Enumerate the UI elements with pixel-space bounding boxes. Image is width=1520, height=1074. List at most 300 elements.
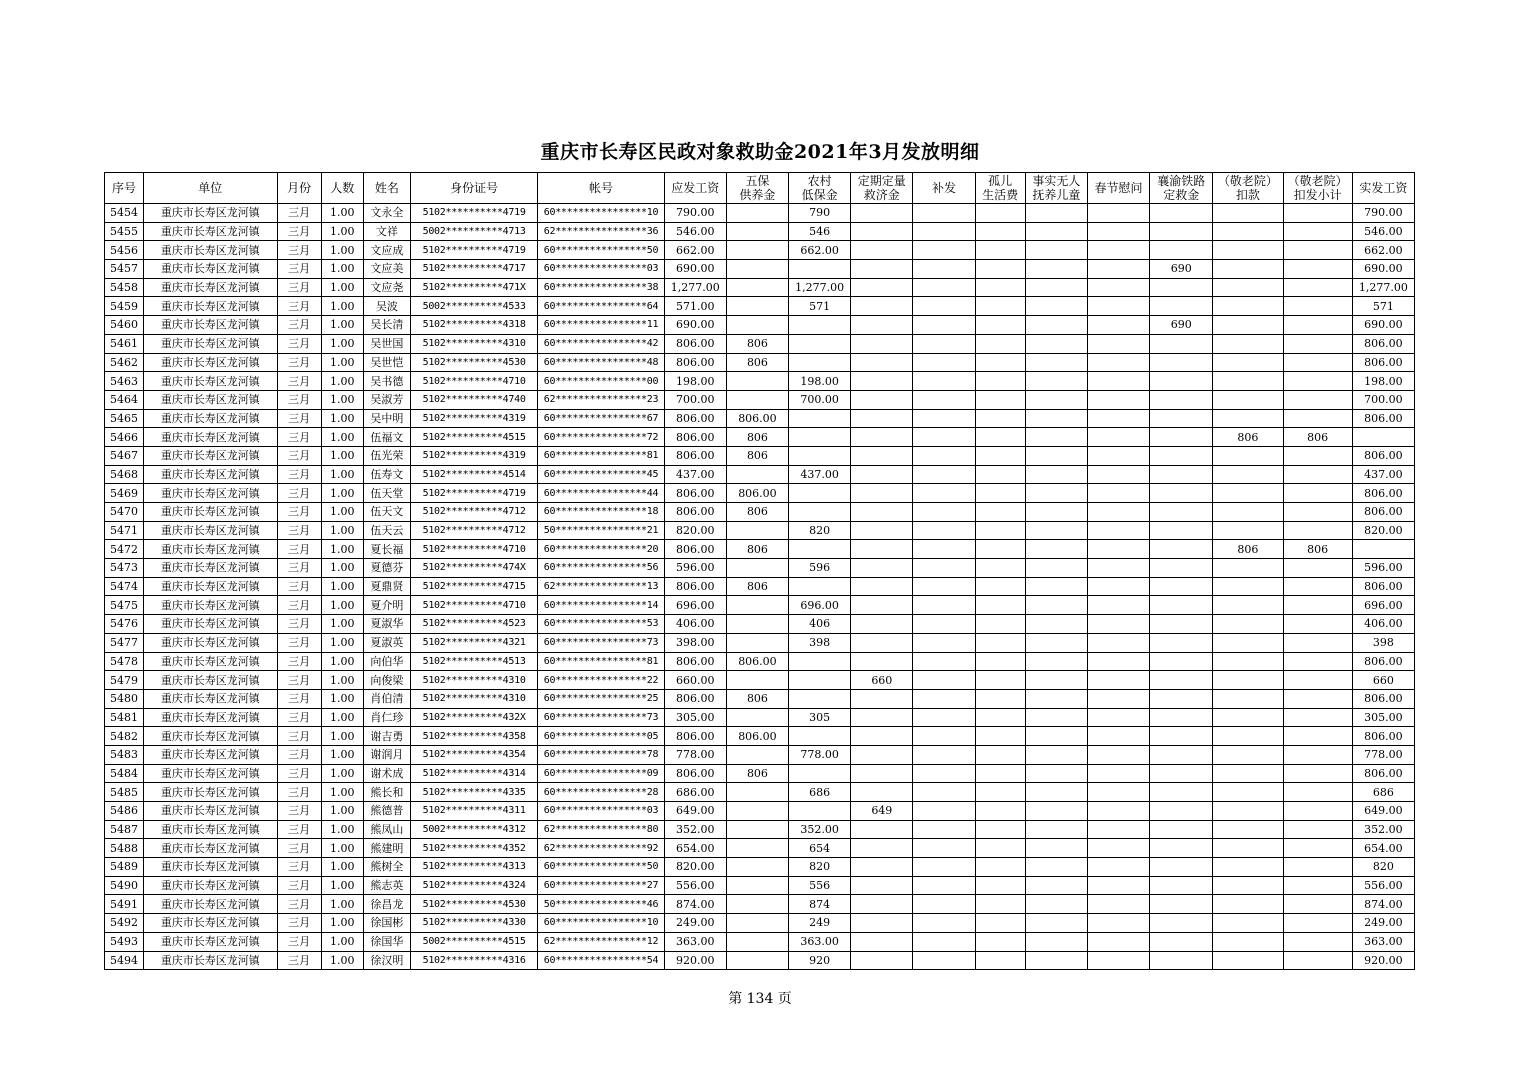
col-rural-subsistence-cell: 437.00: [789, 465, 851, 484]
col-nursing-deduction-cell: [1213, 260, 1283, 279]
col-regular-relief-cell: [851, 858, 913, 877]
col-spring-festival-cell: [1087, 353, 1149, 372]
table-row: [105, 260, 1415, 279]
col-regular-relief-cell: [851, 297, 913, 316]
col-name-cell: 向伯华: [363, 652, 410, 671]
col-nursing-deduction-cell: [1213, 241, 1283, 260]
col-actual-pay-cell: 874.00: [1352, 895, 1414, 914]
col-payable-cell: 662.00: [664, 241, 726, 260]
col-seq-cell: 5484: [105, 764, 144, 783]
table-row: [105, 839, 1415, 858]
col-account-cell: 60****************54: [538, 951, 664, 970]
col-count-cell: 1.00: [321, 540, 363, 559]
col-railway-relief-cell: [1150, 689, 1213, 708]
col-name-cell: 谢吉勇: [363, 727, 410, 746]
col-back-pay-cell: [913, 316, 975, 335]
col-name-cell: 熊树全: [363, 858, 410, 877]
col-nursing-deduction-cell: 806: [1213, 428, 1283, 447]
col-actual-pay-cell: [1352, 428, 1414, 447]
table-row: [105, 596, 1415, 615]
table-row: [105, 559, 1415, 578]
col-railway-relief-cell: [1150, 951, 1213, 970]
col-nursing-deduction-cell: [1213, 820, 1283, 839]
col-unsupported-child-cell: [1025, 764, 1087, 783]
col-railway-relief-cell: [1150, 895, 1213, 914]
col-unit-cell: 重庆市长寿区龙河镇: [144, 596, 277, 615]
table-row: [105, 353, 1415, 372]
col-back-pay-cell: [913, 689, 975, 708]
col-orphan-living-cell: [975, 503, 1025, 522]
col-regular-relief-cell: [851, 727, 913, 746]
col-five-guarantee-cell: [726, 316, 788, 335]
col-railway-relief-cell: [1150, 876, 1213, 895]
col-spring-festival-cell: [1087, 858, 1149, 877]
table-row: [105, 297, 1415, 316]
col-regular-relief-cell: [851, 764, 913, 783]
col-actual-pay-cell: 546.00: [1352, 222, 1414, 241]
col-orphan-living-cell: [975, 727, 1025, 746]
col-back-pay-cell: [913, 559, 975, 578]
col-five-guarantee-cell: [726, 559, 788, 578]
col-railway-relief-cell: [1150, 615, 1213, 634]
col-nursing-deduction-cell: [1213, 783, 1283, 802]
col-id-number-cell: 5102**********4710: [410, 540, 537, 559]
col-payable-cell: 806.00: [664, 334, 726, 353]
col-unit-cell: 重庆市长寿区龙河镇: [144, 932, 277, 951]
col-account-cell: 60****************53: [538, 615, 664, 634]
col-railway-relief-cell: [1150, 596, 1213, 615]
col-back-pay-cell: [913, 820, 975, 839]
col-rural-subsistence-cell: 790: [789, 204, 851, 223]
col-nursing-deduction-cell: [1213, 316, 1283, 335]
col-seq-cell: 5459: [105, 297, 144, 316]
col-nursing-deduction-cell: [1213, 409, 1283, 428]
col-account-cell: 62****************80: [538, 820, 664, 839]
col-month-cell: 三月: [277, 353, 321, 372]
col-unit-header: 单位: [144, 173, 277, 204]
col-spring-festival-cell: [1087, 521, 1149, 540]
col-nursing-deduction-cell: [1213, 372, 1283, 391]
col-month-cell: 三月: [277, 596, 321, 615]
col-unit-cell: 重庆市长寿区龙河镇: [144, 727, 277, 746]
col-railway-relief-cell: [1150, 671, 1213, 690]
col-account-cell: 60****************25: [538, 689, 664, 708]
col-actual-pay-cell: 820.00: [1352, 521, 1414, 540]
col-unit-cell: 重庆市长寿区龙河镇: [144, 521, 277, 540]
col-nursing-deduction-cell: [1213, 204, 1283, 223]
col-railway-relief-cell: [1150, 783, 1213, 802]
col-id-number-cell: 5102**********4310: [410, 689, 537, 708]
col-nursing-deduction-cell: [1213, 745, 1283, 764]
col-spring-festival-cell: [1087, 334, 1149, 353]
col-name-cell: 谢润月: [363, 745, 410, 764]
col-seq-cell: 5475: [105, 596, 144, 615]
col-railway-relief-cell: [1150, 914, 1213, 933]
col-rural-subsistence-cell: [789, 260, 851, 279]
col-spring-festival-cell: [1087, 783, 1149, 802]
col-account-cell: 60****************81: [538, 446, 664, 465]
col-unsupported-child-cell: [1025, 577, 1087, 596]
col-orphan-living-cell: [975, 278, 1025, 297]
col-regular-relief-cell: [851, 428, 913, 447]
col-name-cell: 吴书德: [363, 372, 410, 391]
col-back-pay-header: 补发: [913, 173, 975, 204]
col-seq-cell: 5492: [105, 914, 144, 933]
col-count-cell: 1.00: [321, 895, 363, 914]
col-id-number-cell: 5102**********4324: [410, 876, 537, 895]
col-orphan-living-cell: [975, 914, 1025, 933]
col-railway-relief-cell: [1150, 839, 1213, 858]
col-account-cell: 60****************44: [538, 484, 664, 503]
col-unit-cell: 重庆市长寿区龙河镇: [144, 222, 277, 241]
col-unit-cell: 重庆市长寿区龙河镇: [144, 297, 277, 316]
col-back-pay-cell: [913, 839, 975, 858]
col-rural-subsistence-header: 农村 低保金: [789, 173, 851, 204]
col-regular-relief-cell: [851, 446, 913, 465]
col-seq-cell: 5478: [105, 652, 144, 671]
col-actual-pay-cell: 806.00: [1352, 484, 1414, 503]
col-id-number-cell: 5102**********4710: [410, 596, 537, 615]
col-name-cell: 伍光荣: [363, 446, 410, 465]
col-nursing-deduction-subtotal-cell: [1283, 932, 1352, 951]
col-rural-subsistence-cell: 305: [789, 708, 851, 727]
col-seq-header: 序号: [105, 173, 144, 204]
col-nursing-deduction-subtotal-cell: [1283, 297, 1352, 316]
col-orphan-living-cell: [975, 484, 1025, 503]
col-back-pay-cell: [913, 540, 975, 559]
col-rural-subsistence-cell: 778.00: [789, 745, 851, 764]
table-row: [105, 895, 1415, 914]
col-unit-cell: 重庆市长寿区龙河镇: [144, 316, 277, 335]
col-seq-cell: 5482: [105, 727, 144, 746]
col-railway-relief-cell: [1150, 802, 1213, 821]
col-railway-relief-cell: [1150, 820, 1213, 839]
col-back-pay-cell: [913, 932, 975, 951]
col-seq-cell: 5488: [105, 839, 144, 858]
col-count-cell: 1.00: [321, 932, 363, 951]
table-row: [105, 204, 1415, 223]
col-regular-relief-cell: [851, 260, 913, 279]
col-unit-cell: 重庆市长寿区龙河镇: [144, 820, 277, 839]
col-unit-cell: 重庆市长寿区龙河镇: [144, 446, 277, 465]
col-actual-pay-cell: 696.00: [1352, 596, 1414, 615]
col-unsupported-child-cell: [1025, 446, 1087, 465]
col-name-cell: 吴波: [363, 297, 410, 316]
col-orphan-living-cell: [975, 652, 1025, 671]
col-orphan-living-cell: [975, 802, 1025, 821]
col-regular-relief-cell: [851, 204, 913, 223]
col-regular-relief-cell: [851, 521, 913, 540]
col-seq-cell: 5487: [105, 820, 144, 839]
col-seq-cell: 5462: [105, 353, 144, 372]
col-orphan-living-cell: [975, 334, 1025, 353]
col-nursing-deduction-subtotal-cell: [1283, 278, 1352, 297]
col-regular-relief-cell: [851, 390, 913, 409]
col-month-cell: 三月: [277, 222, 321, 241]
col-unit-cell: 重庆市长寿区龙河镇: [144, 689, 277, 708]
col-payable-cell: 820.00: [664, 858, 726, 877]
col-id-number-cell: 5102**********474X: [410, 559, 537, 578]
col-unit-cell: 重庆市长寿区龙河镇: [144, 951, 277, 970]
col-railway-relief-cell: [1150, 727, 1213, 746]
col-rural-subsistence-cell: [789, 484, 851, 503]
col-back-pay-cell: [913, 260, 975, 279]
col-actual-pay-cell: 305.00: [1352, 708, 1414, 727]
col-payable-cell: 778.00: [664, 745, 726, 764]
col-rural-subsistence-cell: 571: [789, 297, 851, 316]
col-id-number-cell: 5102**********4313: [410, 858, 537, 877]
col-regular-relief-cell: [851, 951, 913, 970]
col-actual-pay-cell: 806.00: [1352, 409, 1414, 428]
col-count-cell: 1.00: [321, 446, 363, 465]
col-month-cell: 三月: [277, 390, 321, 409]
col-nursing-deduction-subtotal-cell: [1283, 951, 1352, 970]
col-railway-relief-cell: [1150, 334, 1213, 353]
col-payable-cell: 686.00: [664, 783, 726, 802]
col-orphan-living-cell: [975, 316, 1025, 335]
col-regular-relief-cell: [851, 334, 913, 353]
col-nursing-deduction-cell: [1213, 503, 1283, 522]
col-unsupported-child-cell: [1025, 559, 1087, 578]
col-name-cell: 文应成: [363, 241, 410, 260]
table-row: [105, 932, 1415, 951]
col-railway-relief-cell: [1150, 652, 1213, 671]
col-unit-cell: 重庆市长寿区龙河镇: [144, 839, 277, 858]
col-unit-cell: 重庆市长寿区龙河镇: [144, 559, 277, 578]
col-payable-cell: 398.00: [664, 633, 726, 652]
col-railway-relief-cell: [1150, 297, 1213, 316]
col-spring-festival-cell: [1087, 222, 1149, 241]
col-unsupported-child-cell: [1025, 727, 1087, 746]
col-unsupported-child-cell: [1025, 204, 1087, 223]
col-unit-cell: 重庆市长寿区龙河镇: [144, 802, 277, 821]
col-spring-festival-cell: [1087, 559, 1149, 578]
col-unit-cell: 重庆市长寿区龙河镇: [144, 372, 277, 391]
col-five-guarantee-cell: [726, 671, 788, 690]
col-id-number-cell: 5102**********4717: [410, 260, 537, 279]
col-unsupported-child-cell: [1025, 615, 1087, 634]
col-five-guarantee-cell: [726, 260, 788, 279]
col-id-number-cell: 5002**********4713: [410, 222, 537, 241]
col-nursing-deduction-subtotal-cell: [1283, 745, 1352, 764]
col-back-pay-cell: [913, 951, 975, 970]
col-name-cell: 徐汉明: [363, 951, 410, 970]
col-back-pay-cell: [913, 372, 975, 391]
col-orphan-living-cell: [975, 708, 1025, 727]
col-seq-cell: 5469: [105, 484, 144, 503]
col-actual-pay-cell: 363.00: [1352, 932, 1414, 951]
col-spring-festival-cell: [1087, 596, 1149, 615]
col-id-number-cell: 5102**********4514: [410, 465, 537, 484]
col-orphan-living-cell: [975, 689, 1025, 708]
col-back-pay-cell: [913, 858, 975, 877]
col-regular-relief-cell: [851, 409, 913, 428]
col-month-cell: 三月: [277, 540, 321, 559]
col-payable-cell: 654.00: [664, 839, 726, 858]
col-id-number-cell: 5102**********4319: [410, 446, 537, 465]
col-back-pay-cell: [913, 652, 975, 671]
col-seq-cell: 5461: [105, 334, 144, 353]
col-seq-cell: 5481: [105, 708, 144, 727]
col-five-guarantee-cell: 806: [726, 540, 788, 559]
col-count-cell: 1.00: [321, 858, 363, 877]
col-payable-cell: 920.00: [664, 951, 726, 970]
col-nursing-deduction-subtotal-cell: 806: [1283, 428, 1352, 447]
col-count-cell: 1.00: [321, 372, 363, 391]
col-spring-festival-cell: [1087, 876, 1149, 895]
table-row: [105, 820, 1415, 839]
col-nursing-deduction-subtotal-cell: [1283, 484, 1352, 503]
col-count-cell: 1.00: [321, 839, 363, 858]
col-spring-festival-cell: [1087, 390, 1149, 409]
col-nursing-deduction-subtotal-cell: [1283, 633, 1352, 652]
col-nursing-deduction-subtotal-cell: [1283, 708, 1352, 727]
col-month-cell: 三月: [277, 372, 321, 391]
col-spring-festival-cell: [1087, 820, 1149, 839]
col-five-guarantee-cell: 806: [726, 577, 788, 596]
col-actual-pay-cell: 660: [1352, 671, 1414, 690]
col-id-number-cell: 5102**********4740: [410, 390, 537, 409]
col-unit-cell: 重庆市长寿区龙河镇: [144, 428, 277, 447]
col-nursing-deduction-subtotal-cell: [1283, 559, 1352, 578]
col-count-cell: 1.00: [321, 559, 363, 578]
col-nursing-deduction-header: （敬老院） 扣款: [1213, 173, 1283, 204]
col-seq-cell: 5477: [105, 633, 144, 652]
col-nursing-deduction-subtotal-cell: 806: [1283, 540, 1352, 559]
col-count-cell: 1.00: [321, 951, 363, 970]
col-month-cell: 三月: [277, 914, 321, 933]
col-seq-cell: 5494: [105, 951, 144, 970]
col-nursing-deduction-cell: [1213, 521, 1283, 540]
col-unsupported-child-cell: [1025, 802, 1087, 821]
col-unsupported-child-cell: [1025, 260, 1087, 279]
col-id-number-cell: 5102**********4352: [410, 839, 537, 858]
col-five-guarantee-cell: [726, 222, 788, 241]
col-name-cell: 伍寿文: [363, 465, 410, 484]
col-orphan-living-cell: [975, 783, 1025, 802]
col-account-cell: 60****************72: [538, 428, 664, 447]
col-id-number-cell: 5102**********4530: [410, 353, 537, 372]
col-account-cell: 60****************11: [538, 316, 664, 335]
col-payable-cell: 806.00: [664, 353, 726, 372]
col-back-pay-cell: [913, 446, 975, 465]
col-actual-pay-cell: 437.00: [1352, 465, 1414, 484]
col-railway-relief-cell: [1150, 764, 1213, 783]
col-month-cell: 三月: [277, 260, 321, 279]
table-row: [105, 802, 1415, 821]
col-unsupported-child-cell: [1025, 633, 1087, 652]
col-seq-cell: 5467: [105, 446, 144, 465]
col-spring-festival-cell: [1087, 914, 1149, 933]
col-five-guarantee-cell: [726, 297, 788, 316]
col-month-cell: 三月: [277, 858, 321, 877]
col-month-cell: 三月: [277, 745, 321, 764]
col-nursing-deduction-cell: [1213, 633, 1283, 652]
col-account-cell: 50****************46: [538, 895, 664, 914]
col-nursing-deduction-cell: [1213, 297, 1283, 316]
col-account-cell: 62****************36: [538, 222, 664, 241]
col-five-guarantee-cell: [726, 615, 788, 634]
col-nursing-deduction-cell: [1213, 876, 1283, 895]
col-name-cell: 伍天云: [363, 521, 410, 540]
col-name-cell: 熊长和: [363, 783, 410, 802]
col-rural-subsistence-cell: 820: [789, 521, 851, 540]
col-rural-subsistence-cell: [789, 540, 851, 559]
col-unsupported-child-cell: [1025, 652, 1087, 671]
col-unit-cell: 重庆市长寿区龙河镇: [144, 334, 277, 353]
col-name-cell: 文应美: [363, 260, 410, 279]
col-id-number-cell: 5002**********4312: [410, 820, 537, 839]
col-spring-festival-cell: [1087, 615, 1149, 634]
col-back-pay-cell: [913, 914, 975, 933]
col-month-cell: 三月: [277, 577, 321, 596]
col-seq-cell: 5473: [105, 559, 144, 578]
col-count-cell: 1.00: [321, 727, 363, 746]
col-rural-subsistence-cell: [789, 409, 851, 428]
col-seq-cell: 5483: [105, 745, 144, 764]
table-row: [105, 951, 1415, 970]
col-count-cell: 1.00: [321, 278, 363, 297]
col-account-cell: 60****************20: [538, 540, 664, 559]
col-count-cell: 1.00: [321, 596, 363, 615]
col-railway-relief-cell: [1150, 521, 1213, 540]
col-nursing-deduction-subtotal-cell: [1283, 727, 1352, 746]
col-name-header: 姓名: [363, 173, 410, 204]
col-actual-pay-cell: 556.00: [1352, 876, 1414, 895]
col-payable-cell: 571.00: [664, 297, 726, 316]
col-month-cell: 三月: [277, 671, 321, 690]
col-railway-relief-cell: 690: [1150, 260, 1213, 279]
col-payable-cell: 806.00: [664, 764, 726, 783]
col-month-cell: 三月: [277, 521, 321, 540]
col-nursing-deduction-cell: [1213, 353, 1283, 372]
col-rural-subsistence-cell: 820: [789, 858, 851, 877]
col-month-cell: 三月: [277, 615, 321, 634]
col-spring-festival-cell: [1087, 260, 1149, 279]
col-actual-pay-cell: 352.00: [1352, 820, 1414, 839]
col-seq-cell: 5486: [105, 802, 144, 821]
col-five-guarantee-cell: [726, 372, 788, 391]
col-id-number-cell: 5102**********4719: [410, 484, 537, 503]
table-row: [105, 615, 1415, 634]
col-rural-subsistence-cell: 546: [789, 222, 851, 241]
col-nursing-deduction-cell: [1213, 222, 1283, 241]
col-back-pay-cell: [913, 222, 975, 241]
col-nursing-deduction-subtotal-cell: [1283, 876, 1352, 895]
col-name-cell: 夏鼎贤: [363, 577, 410, 596]
col-five-guarantee-cell: 806: [726, 446, 788, 465]
col-seq-cell: 5491: [105, 895, 144, 914]
col-spring-festival-cell: [1087, 802, 1149, 821]
col-five-guarantee-cell: [726, 204, 788, 223]
col-five-guarantee-cell: [726, 839, 788, 858]
col-actual-pay-cell: 806.00: [1352, 764, 1414, 783]
col-rural-subsistence-cell: 363.00: [789, 932, 851, 951]
col-payable-cell: 806.00: [664, 484, 726, 503]
table-row: [105, 540, 1415, 559]
col-name-cell: 熊建明: [363, 839, 410, 858]
col-actual-pay-cell: 690.00: [1352, 316, 1414, 335]
col-rural-subsistence-cell: [789, 671, 851, 690]
col-nursing-deduction-cell: [1213, 596, 1283, 615]
col-nursing-deduction-subtotal-cell: [1283, 316, 1352, 335]
col-nursing-deduction-cell: [1213, 671, 1283, 690]
col-rural-subsistence-cell: 662.00: [789, 241, 851, 260]
table-row: [105, 222, 1415, 241]
col-unit-cell: 重庆市长寿区龙河镇: [144, 895, 277, 914]
col-account-cell: 60****************73: [538, 633, 664, 652]
col-seq-cell: 5489: [105, 858, 144, 877]
